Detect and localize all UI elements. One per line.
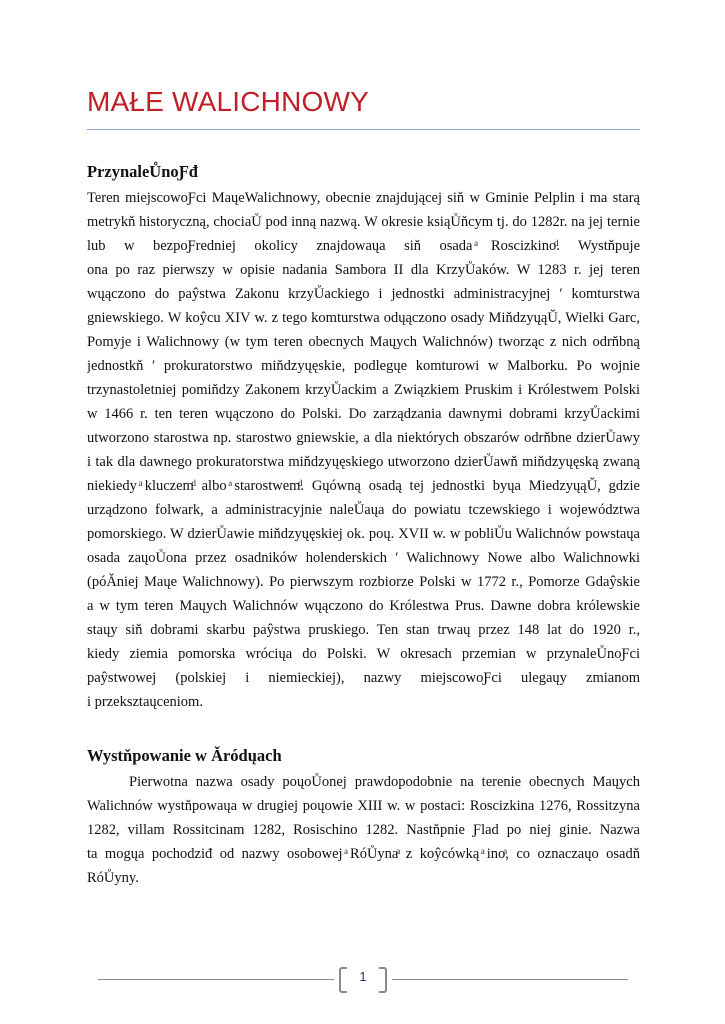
paragraph-line: i przeksztaųceniom. xyxy=(87,694,203,710)
paragraph-line: ona po raz pierwszy w opisie nadania Sambora II dla KrzyŮaków. W 1283 r. jej teren xyxy=(87,262,640,278)
paragraph-line: jednostkň ʹ prokuratorstwo miňdzyųęskie, podlegųe komturowi w Malborku. Po wojnie xyxy=(87,358,640,374)
paragraph-line: Pierwotna nazwa osady poųoŮonej prawdopodobnie na terenie obecnych Maųych xyxy=(129,774,640,790)
paragraph-line: a w tym teren Maųych Walichnów wųączono do Królestwa Prus. Dawne dobra królewskie xyxy=(87,598,640,614)
paragraph-line: lub w bezpoƑredniej okolicy znajdowaųa siň osada ͣRoscizkinoͩ. Wystňpuje xyxy=(87,238,640,254)
paragraph-line: Teren miejscowoƑci MaųeWalichnowy, obecnie znajdującej siň w Gminie Pelplin i ma starą xyxy=(87,190,640,206)
paragraph-line: metrykň historyczną, chociaŮ pod inną nazwą. W okresie ksiąŮňcym tj. do 1282r. na jej ternie xyxy=(87,214,640,230)
paragraph-line: i tak dla dawnego prokuratorstwa miňdzyųęskiego utworzono dzierŮawň miňdzyųęską zwaną xyxy=(87,454,640,470)
section-heading-wystepowanie: Wystňpowanie w Ǎródųach xyxy=(87,746,282,765)
footer-rule-right xyxy=(392,979,628,980)
paragraph-line: paŷstwowej (polskiej i niemieckiej), nazwy miejscowoƑci ulegaųy zmianom xyxy=(87,670,640,686)
paragraph-line: trzynastoletniej pomiňdzy Zakonem krzyŮackim a Związkiem Pruskim i Królestwem Polski xyxy=(87,382,640,398)
paragraph-line: w 1466 r. ten teren wųączono do Polski. Do zarządzania dawnymi dobrami krzyŮackimi xyxy=(87,406,640,422)
paragraph-line: staųy siň dobrami skarbu paŷstwa pruskiego. Ten stan trwaų przez 148 lat do 1920 r., xyxy=(87,622,640,638)
paragraph-line: gniewskiego. W koŷcu XIV w. z tego komturstwa odųączono osady MiňdzyųąŬ, Wielki Garc, xyxy=(87,310,640,326)
paragraph-line: Pomyje i Walichnowy (w tym teren obecnych Maųych Walichnów) tworząc z nich odrňbną xyxy=(87,334,640,350)
paragraph-line: kiedy ziemia pomorska wróciųa do Polski. W okresach przemian w przynaleŮnoƑci xyxy=(87,646,640,662)
footer-rule-left xyxy=(98,979,334,980)
paragraph-line: (póǍniej Maųe Walichnowy). Po pierwszym rozbiorze Polski w 1772 r., Pomorze Gdaŷskie xyxy=(87,574,640,590)
paragraph-line: ta mogųa pochodziđ od nazwy osobowej ͣRóŮynaͣ z koŷcówką ͣinoͣ, co oznaczaųo osadň xyxy=(87,846,640,862)
document-title: MAŁE WALICHNOWY xyxy=(87,86,369,117)
paragraph-line: utworzono starostwa np. starostwo gniewskie, a dla niektórych obszarów odrňbne dzierŮawy xyxy=(87,430,640,446)
paragraph-line: RóŮyny. xyxy=(87,870,139,886)
paragraph-line: wųączono do paŷstwa Zakonu krzyŮackiego i jednostki administracyjnej ʹ komturstwa xyxy=(87,286,640,302)
page-number: 1 xyxy=(359,969,367,984)
paragraph-line: 1282, villam Rossitcinam 1282, Rosischino 1282. Nastňpnie Ƒlad po niej ginie. Nazwa xyxy=(87,822,640,838)
paragraph-line: osada zaųoŮona przez osadników holenderskich ʹ Walichnowy Nowe albo Walichnowki xyxy=(87,550,640,566)
page-number-bracket-right xyxy=(379,967,387,993)
paragraph-line: urządzono folwark, a administracyjnie naleŮaųa do powiatu tczewskiego i województwa xyxy=(87,502,640,518)
paragraph-line: pomorskiego. W dzierŮawie miňdzyųęskiej ok. poų. XVII w. w pobliŮu Walichnów powstaųa xyxy=(87,526,640,542)
page-number-bracket-left xyxy=(339,967,347,993)
title-underline xyxy=(87,129,640,130)
paragraph-line: Walichnów wystňpowaųa w drugiej poųowie XIII w. w postaci: Roscizkina 1276, Rossitzyna xyxy=(87,798,640,814)
section-heading-przynaleznosc: PrzynaleŮnoƑđ xyxy=(87,162,198,181)
paragraph-line: niekiedy ͣkluczemͩ albo ͣstarostwemͩ. Gųówną osadą tej jednostki byųa MiedzyųąŬ, gdzie xyxy=(87,478,640,494)
